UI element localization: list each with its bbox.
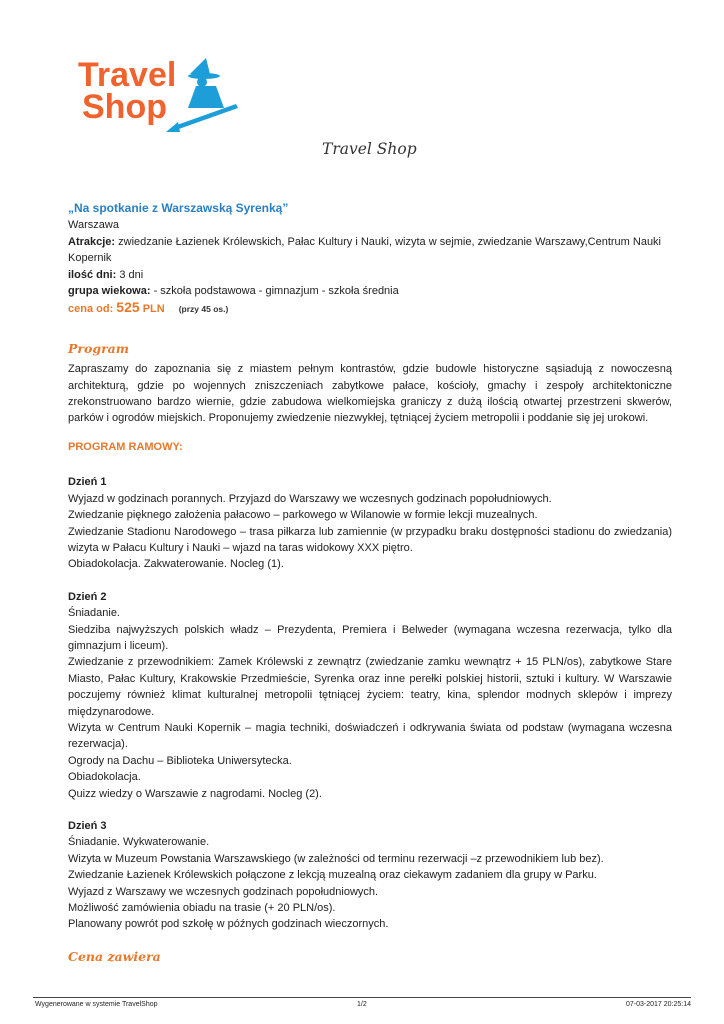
page-footer <box>33 997 691 1012</box>
attractions-label: Atrakcje: <box>68 235 116 248</box>
day-line: Quizz wiedzy o Warszawie z nagrodami. Nocleg (2). <box>68 787 322 800</box>
tour-city: Warszawa <box>68 219 119 232</box>
day-section <box>68 589 672 802</box>
price-amount: 525 <box>116 299 140 316</box>
program-ramowy-heading: PROGRAM RAMOWY: <box>68 440 183 453</box>
day-line: Zwiedzanie Stadionu Narodowego – trasa piłkarza lub zamiennie (w przypadku braku dostępności stadionu do zwiedzania) wizyta w Pałacu Kultury i Nauki – wjazd na taras widokowy XXX piętro. <box>68 525 672 554</box>
day-title: Dzień 3 <box>68 820 107 832</box>
age-label: grupa wiekowa: <box>68 285 151 298</box>
footer-date: 07-03-2017 20:25:14 <box>626 1001 691 1008</box>
footer-page-number: 1/2 <box>357 1001 367 1008</box>
day-line: Wizyta w Muzeum Powstania Warszawskiego (w zależności od terminu rezerwacji –z przewodnikiem lub bez). <box>68 852 604 865</box>
day-line: Wizyta w Centrum Nauki Kopernik – magia techniki, doświadczeń i odkrywania świata od podstaw (wymagana wczesna rezerwacja). <box>68 721 672 751</box>
day-line: Zwiedzanie z przewodnikiem: Zamek Królewski z zewnątrz (zwiedzanie zamku wewnątrz + 15 PLN/os), zabytkowe Stare Miasto, Pałac Kultury, Krakowskie Przedmieście, Syrenka oraz inne perełki polskiej historii, sztuki i kultury. W Warszawie poczujemy również klimat kulturalnej metropolii tętniącej życiem: teatry, kina, splendor modnych sklepów i imprezy międzynarodowe. <box>68 656 672 718</box>
day-line: Śniadanie. Wykwaterowanie. <box>68 836 210 849</box>
attractions-row <box>68 234 672 267</box>
program-days <box>68 474 672 933</box>
day-line: Zwiedzanie pięknego założenia pałacowo – parkowego w Wilanowie w formie lekcji muzealnych. <box>68 509 538 522</box>
day-line: Śniadanie. <box>68 607 120 620</box>
day-line: Siedziba najwyższych polskich władz – Prezydenta, Premiera i Belweder (wymagana wczesna rezerwacja, tylko dla gimnazjum i liceum). <box>68 623 672 652</box>
price-label: cena od: <box>68 303 117 316</box>
price-note: (przy 45 os.) <box>178 304 229 315</box>
day-section <box>68 818 672 933</box>
days-value: 3 dni <box>116 268 144 281</box>
price-row <box>68 299 672 317</box>
day-line: Możliwość zamówienia obiadu na trasie (+ 20 PLN/os). <box>68 902 336 915</box>
attractions-value: zwiedzanie Łazienek Królewskich, Pałac Kultury i Nauki, wizyta w sejmie, zwiedzanie Warszawy,Centrum Nauki Kopernik <box>68 235 662 265</box>
witch-on-broom-icon <box>166 58 238 132</box>
day-line: Planowany powrót pod szkołę w późnych godzinach wieczornych. <box>68 918 389 931</box>
travelshop-logo <box>78 52 238 142</box>
age-value: - szkoła podstawowa - gimnazjum - szkoła średnia <box>150 285 399 298</box>
day-line: Wyjazd w godzinach porannych. Przyjazd do Warszawy we wczesnych godzinach popołudniowych. <box>68 492 552 505</box>
day-line: Obiadokolacja. Zakwaterowanie. Nocleg (1). <box>68 558 284 571</box>
brand-name: Travel Shop <box>322 140 417 158</box>
day-line: Obiadokolacja. <box>68 771 141 784</box>
document-content <box>68 200 672 969</box>
logo-text-shop: Shop <box>82 88 167 126</box>
footer-generated: Wygenerowane w systemie TravelShop <box>35 1001 158 1008</box>
day-title: Dzień 2 <box>68 590 107 603</box>
day-title: Dzień 1 <box>68 476 107 489</box>
logo-text-travel: Travel <box>78 56 177 94</box>
day-line: Wyjazd z Warszawy we wczesnych godzinach popołudniowych. <box>68 885 379 898</box>
price-includes-heading: Cena zawiera <box>68 948 161 964</box>
program-heading: Program <box>68 340 129 356</box>
age-row <box>68 283 672 299</box>
price-currency: PLN <box>139 303 165 316</box>
days-label: ilość dni: <box>68 268 117 281</box>
days-row <box>68 267 672 283</box>
day-section <box>68 474 672 572</box>
day-line: Zwiedzanie Łazienek Królewskich połączone z lekcją muzealną oraz ciekawym zadaniem dla grupy w Parku. <box>68 869 597 882</box>
tour-title: „Na spotkanie z Warszawską Syrenką” <box>68 201 289 215</box>
day-line: Ogrody na Dachu – Biblioteka Uniwersytecka. <box>68 754 292 767</box>
program-intro: Zapraszamy do zapoznania się z miastem pełnym kontrastów, gdzie budowle historyczne sąsiadują z nowoczesną architekturą, gdzie po wojennych zniszczeniach zabytkowe pałace, kościoły, gmachy i zespoły architektoniczne zrekonstruowano bardzo wiernie, gdzie zabudowa wielkomiejska graniczy z dużą ilością otwartej przestrzeni skwerów, parków i ogrodów miejskich. Proponujemy zwiedzenie niezwykłej, tętniącej życiem metropolii i poddanie się jej urokowi. <box>68 363 672 425</box>
